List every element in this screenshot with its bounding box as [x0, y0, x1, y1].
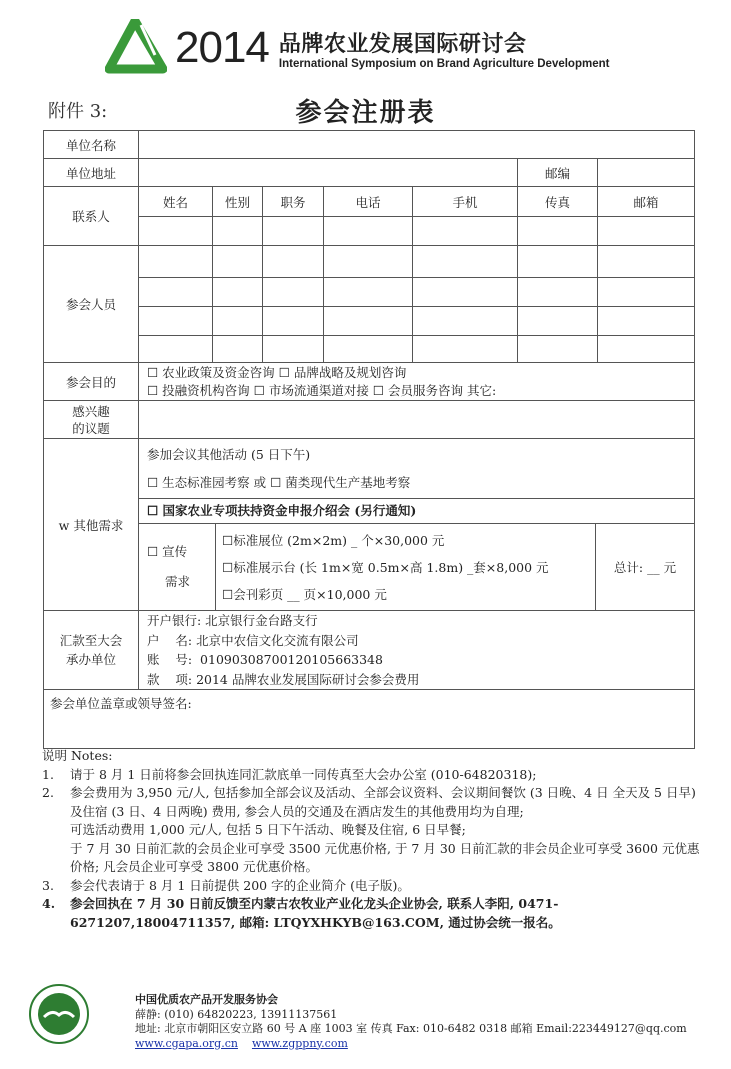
activity-options[interactable]: ☐ 生态标准园考察 或 ☐ 菌类现代生产基地考察 — [147, 475, 411, 490]
col-gender: 性别 — [213, 187, 263, 217]
cell[interactable] — [263, 278, 324, 307]
payment-purpose: 款 项: 2014 品牌农业发展国际研讨会参会费用 — [147, 671, 420, 687]
note-number: 2. — [42, 785, 54, 800]
link-cgapa[interactable]: www.cgapa.org.cn — [135, 1036, 238, 1050]
cell[interactable] — [139, 246, 213, 278]
national-fund-option[interactable]: ☐ 国家农业专项扶持资金申报介绍会 (另行通知) — [139, 499, 694, 524]
cell[interactable] — [413, 307, 518, 336]
note-number: 3. — [42, 877, 54, 893]
promo-page-option[interactable]: ☐会刊彩页 __ 页×10,000 元 — [222, 587, 387, 602]
cell[interactable] — [518, 278, 598, 307]
cell[interactable] — [263, 217, 324, 246]
cell[interactable] — [139, 307, 213, 336]
cell[interactable] — [213, 307, 263, 336]
signature-field[interactable] — [44, 690, 695, 749]
postcode-field[interactable] — [598, 159, 695, 187]
contact-row — [44, 217, 695, 246]
footer-address: 地址: 北京市朝阳区安立路 60 号 A 座 1003 室 传真 Fax: 010-6482 0318 邮箱 Email:223449127@qq.com — [135, 1022, 687, 1035]
org-name-field[interactable] — [139, 131, 695, 159]
signature-label: 参会单位盖章或领导签名: — [50, 696, 192, 711]
col-title: 职务 — [263, 187, 324, 217]
cell[interactable] — [598, 336, 695, 363]
cell[interactable] — [139, 336, 213, 363]
org-address-label: 单位地址 — [44, 159, 139, 187]
cell[interactable] — [213, 217, 263, 246]
cell[interactable] — [263, 307, 324, 336]
cell[interactable] — [263, 336, 324, 363]
activity-title: 参加会议其他活动 (5 日下午) — [147, 447, 311, 462]
note-number: 4. — [42, 896, 56, 911]
purpose-line-1[interactable]: ☐ 农业政策及资金咨询 ☐ 品牌战略及规划咨询 — [147, 364, 407, 380]
page-title: 参会注册表 — [295, 98, 436, 128]
conference-title-cn: 品牌农业发展国际研讨会 — [278, 31, 527, 57]
note-number — [42, 821, 70, 840]
promo-checkbox[interactable]: ☐ 宣传 — [147, 544, 188, 559]
col-mobile: 手机 — [413, 187, 518, 217]
cell[interactable] — [518, 336, 598, 363]
footer-contact: 薛静: (010) 64820223, 13911137561 — [135, 1007, 338, 1021]
cell[interactable] — [213, 246, 263, 278]
bank-name: 开户银行: 北京银行金台路支行 — [147, 613, 318, 628]
cell[interactable] — [598, 246, 695, 278]
annex-label: 附件 3: — [48, 101, 108, 122]
note-text: 可选活动费用 1,000 元/人, 包括 5 日下午活动、晚餐及住宿, 6 日早餐; — [70, 822, 466, 837]
cell[interactable] — [263, 246, 324, 278]
cell[interactable] — [598, 307, 695, 336]
cell[interactable] — [413, 246, 518, 278]
purpose-line-2[interactable]: ☐ 投融资机构咨询 ☐ 市场流通渠道对接 ☐ 会员服务咨询 其它: — [147, 382, 497, 398]
note-text: 请于 8 月 1 日前将参会回执连同汇款底单一同传真至大会办公室 (010-64820318); — [70, 766, 537, 782]
attendees-label: 参会人员 — [44, 246, 139, 363]
purpose-options[interactable] — [139, 363, 695, 401]
promo-label: 需求 — [165, 574, 191, 589]
note-number: 1. — [42, 766, 54, 782]
note-text: 参会费用为 3,950 元/人, 包括参加全部会议及活动、全部会议资料、会议期间餐饮 (3 日晚、4 日 全天及 5 日早) 及住宿 (3 日、4 日两晚) 费用, 参会人员的交通及在酒店发生的其他费用均为自理; — [70, 785, 696, 819]
col-phone: 电话 — [324, 187, 413, 217]
note-text: 于 7 月 30 日前汇款的会员企业可享受 3500 元优惠价格, 于 7 月 30 日前汇款的非会员企业可享受 3600 元优惠价格; 凡会员企业可享受 3800 元优惠价格。 — [70, 840, 700, 874]
remit-label: 汇款至大会承办单位 — [44, 611, 139, 690]
promo-total: 总计: __ 元 — [613, 560, 677, 575]
link-zgppny[interactable]: www.zgppny.com — [251, 1036, 348, 1050]
conference-year: 2014 — [175, 23, 269, 72]
topics-label: 感兴趣的议题 — [44, 401, 139, 439]
conference-title-en: International Symposium on Brand Agriculture Development — [278, 57, 610, 70]
cell[interactable] — [139, 217, 213, 246]
account-name: 户 名: 北京中农信文化交流有限公司 — [147, 632, 359, 648]
org-address-field[interactable] — [139, 159, 518, 187]
cell[interactable] — [598, 217, 695, 246]
cell[interactable] — [413, 217, 518, 246]
cell[interactable] — [518, 217, 598, 246]
attendee-row — [44, 307, 695, 336]
cell[interactable] — [324, 307, 413, 336]
cell[interactable] — [598, 278, 695, 307]
attendee-row — [44, 246, 695, 278]
note-number — [42, 840, 70, 877]
footer-org: 中国优质农产品开发服务协会 — [135, 993, 278, 1006]
cell[interactable] — [324, 217, 413, 246]
attendee-row — [44, 278, 695, 307]
note-text: 参会回执在 7 月 30 日前反馈至内蒙古农牧业产业化龙头企业协会, 联系人李阳, 0471-6271207,18004711357, 邮箱: LTQYXHKYB@163.COM, 通过协会统一报名。 — [70, 896, 561, 930]
cell[interactable] — [413, 336, 518, 363]
postcode-label: 邮编 — [518, 159, 598, 187]
promo-stand-option[interactable]: ☐标准展示台 (长 1m×宽 0.5m×高 1.8m) _套×8,000 元 — [222, 560, 549, 575]
cell[interactable] — [518, 246, 598, 278]
notes-title: 说明 Notes: — [42, 748, 113, 763]
other-needs-label: w 其他需求 — [44, 439, 139, 611]
cell[interactable] — [139, 278, 213, 307]
note-text: 参会代表请于 8 月 1 日前提供 200 字的企业简介 (电子版)。 — [70, 877, 410, 893]
contact-label: 联系人 — [44, 187, 139, 246]
association-seal-icon — [28, 983, 90, 1045]
col-email: 邮箱 — [598, 187, 695, 217]
conference-header — [105, 18, 609, 78]
org-name-label: 单位名称 — [44, 131, 139, 159]
cell[interactable] — [413, 278, 518, 307]
footer — [135, 993, 687, 1051]
col-fax: 传真 — [518, 187, 598, 217]
col-name: 姓名 — [139, 187, 213, 217]
cell[interactable] — [324, 246, 413, 278]
account-number: 账 号: 01090308700120105663348 — [147, 652, 383, 667]
cell[interactable] — [324, 336, 413, 363]
registration-form — [43, 130, 695, 749]
cell[interactable] — [324, 278, 413, 307]
notes — [42, 747, 702, 932]
cell[interactable] — [213, 278, 263, 307]
cell[interactable] — [213, 336, 263, 363]
topics-field[interactable] — [139, 401, 695, 439]
promo-booth-option[interactable]: ☐标准展位 (2m×2m) _ 个×30,000 元 — [222, 533, 445, 548]
attendee-row — [44, 336, 695, 363]
purpose-label: 参会目的 — [44, 363, 139, 401]
cell[interactable] — [518, 307, 598, 336]
conference-logo-icon — [105, 19, 167, 77]
